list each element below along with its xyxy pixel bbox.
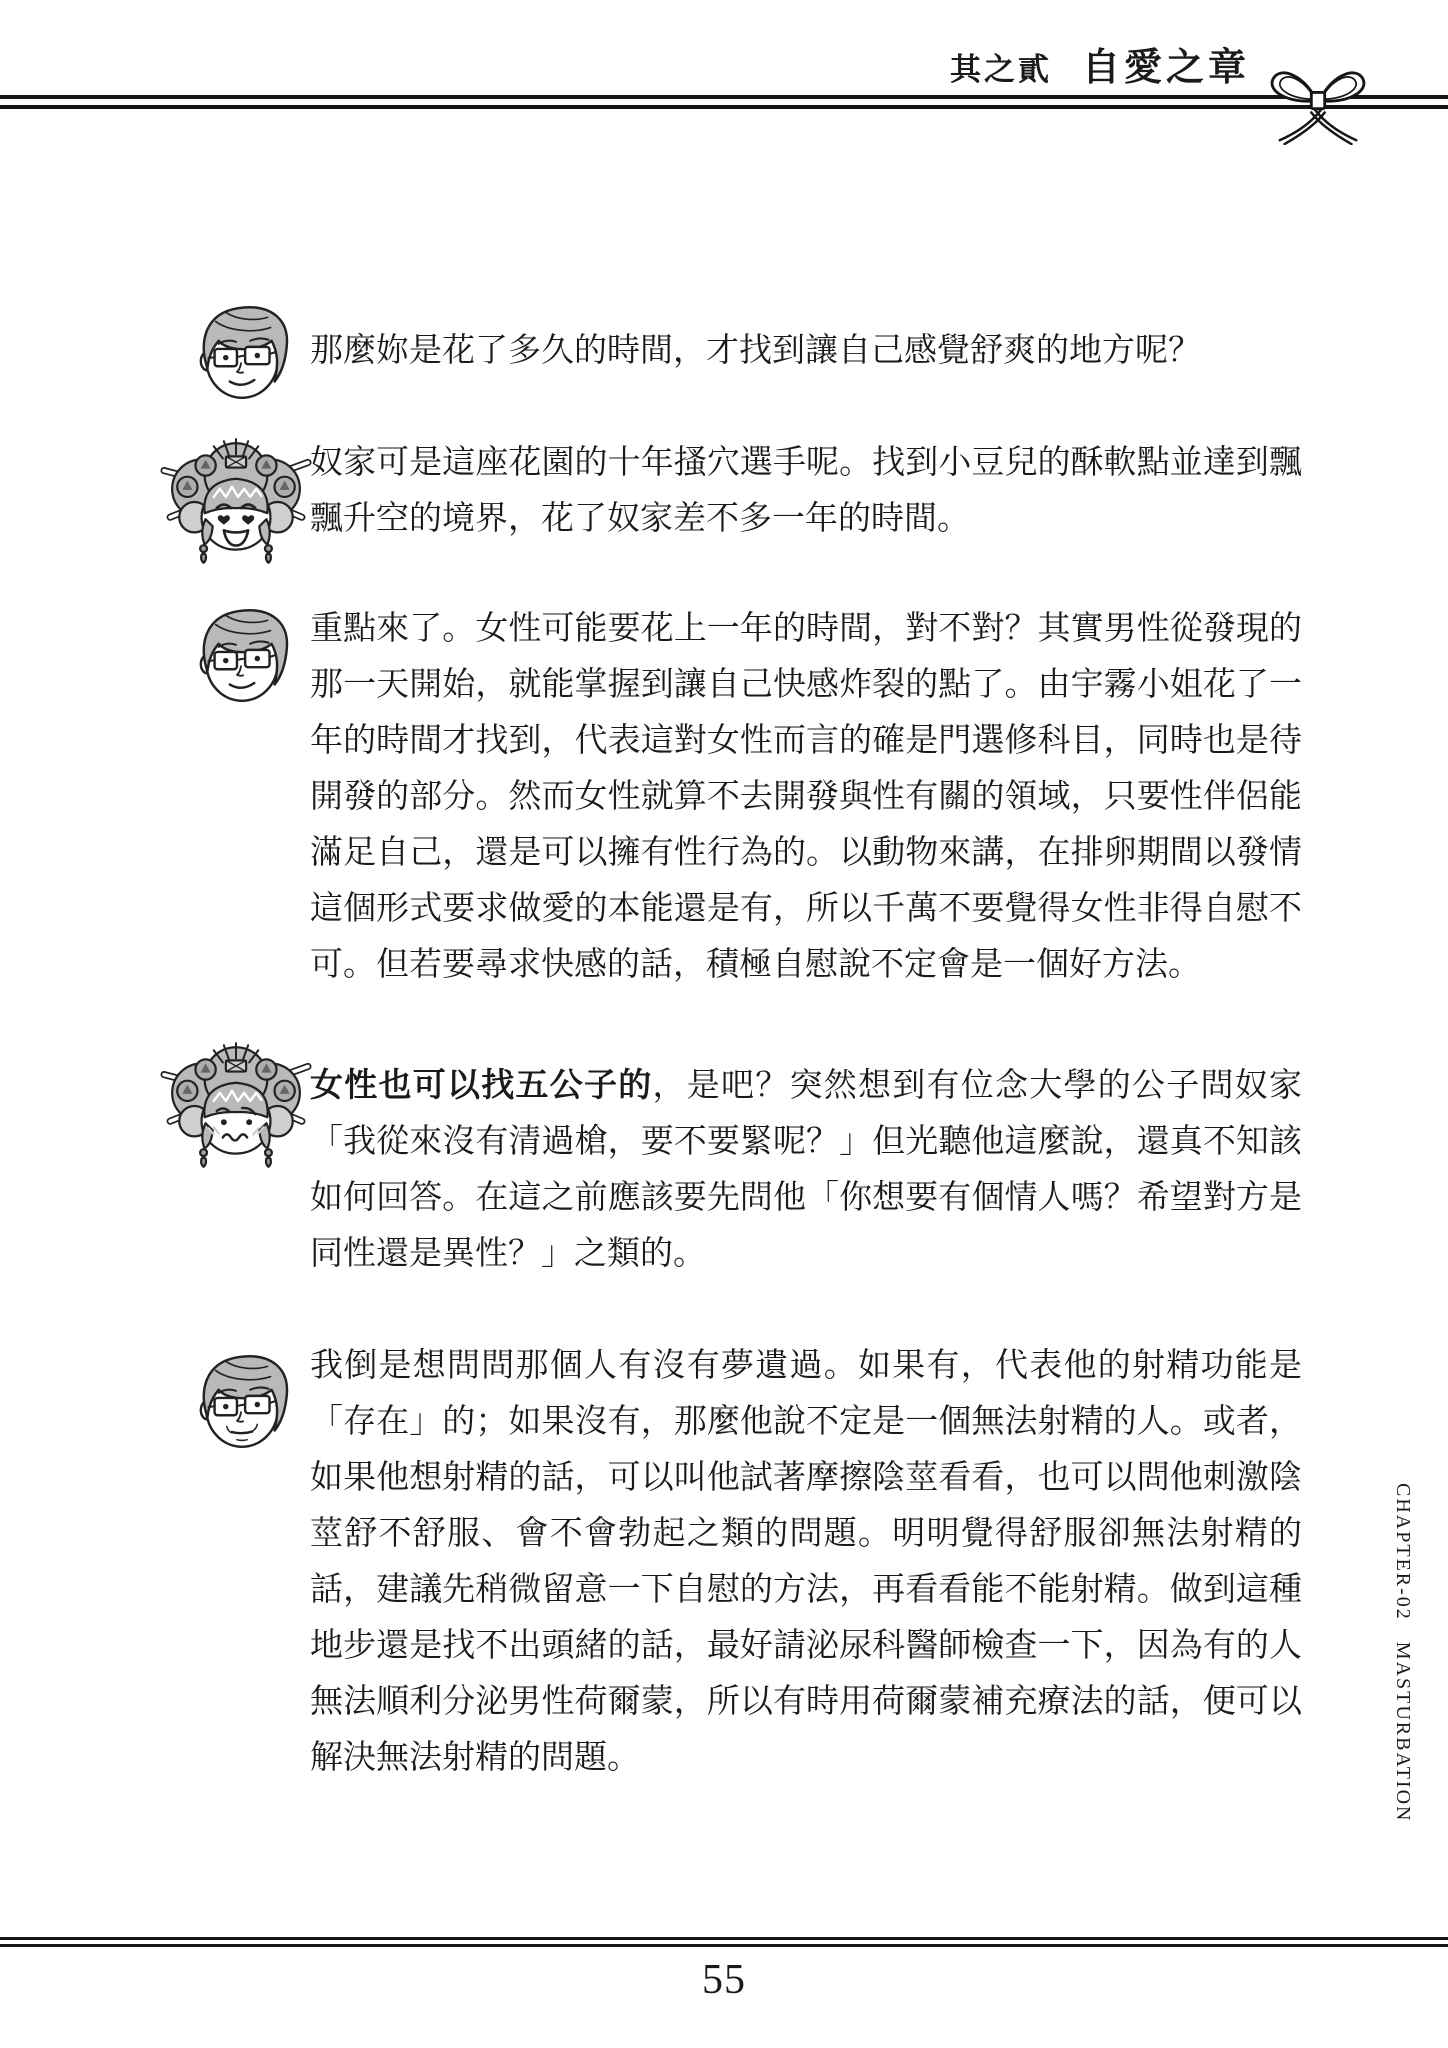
chapter-heading (950, 36, 1250, 91)
chapter-title: 自愛之章 (1081, 47, 1250, 89)
dialogue-text-3 (310, 600, 1302, 993)
dialogue-body: 奴家可是這座花園的十年搔穴選手呢。找到小豆兒的酥軟點並達到飄飄升空的境界，花了奴家差不多一年的時間。 (310, 445, 1302, 537)
ribbon-bow-icon (1260, 57, 1376, 145)
dialogue-text-5 (310, 1337, 1302, 1786)
avatar-courtesan (160, 1040, 312, 1175)
side-chapter-label: CHAPTER-02 MASTURBATION (1392, 1483, 1414, 1823)
courtesan-face-icon (160, 436, 312, 566)
dialogue-bold-lead: 女性也可以找五公子的 (310, 1066, 653, 1103)
dialogue-text-4 (310, 1057, 1302, 1282)
bottom-double-rule (0, 1937, 1448, 1947)
chapter-number: 其之貳 (949, 52, 1052, 87)
page-number: 55 (702, 1957, 746, 2003)
dialogue-text-2 (310, 434, 1302, 547)
doctor-face-icon (183, 1346, 295, 1458)
dialogue-body: ，是吧？突然想到有位念大學的公子問奴家「我從來沒有清過槍，要不要緊呢？」但光聽他這麼說，還真不知該如何回答。在這之前應該要先問他「你想要有個情人嗎？希望對方是同性還是異性？」之類的。 (310, 1068, 1302, 1272)
doctor-face-icon (183, 600, 295, 712)
avatar-courtesan (160, 436, 312, 571)
dialogue-body: 我倒是想問問那個人有沒有夢遺過。如果有，代表他的射精功能是「存在」的；如果沒有，那麼他說不定是一個無法射精的人。或者，如果他想射精的話，可以叫他試著摩擦陰莖看看，也可以問他刺激陰莖舒不舒服、會不會勃起之類的問題。明明覺得舒服卻無法射精的話，建議先稍微留意一下自慰的方法，再看看能不能射精。做到這種地步還是找不出頭緒的話，最好請泌尿科醫師檢查一下，因為有的人無法順利分泌男性荷爾蒙，所以有時用荷爾蒙補充療法的話，便可以解決無法射精的問題。 (310, 1348, 1302, 1776)
avatar-doctor (183, 297, 295, 414)
avatar-doctor (183, 600, 295, 717)
courtesan-face-icon (160, 1040, 312, 1170)
dialogue-text-1 (310, 322, 1302, 379)
avatar-doctor (183, 1346, 295, 1463)
dialogue-body: 重點來了。女性可能要花上一年的時間，對不對？其實男性從發現的那一天開始，就能掌握到讓自己快感炸裂的點了。由宇霧小姐花了一年的時間才找到，代表這對女性而言的確是門選修科目，同時也是待開發的部分。然而女性就算不去開發與性有關的領域，只要性伴侶能滿足自己，還是可以擁有性行為的。以動物來講，在排卵期間以發情這個形式要求做愛的本能還是有，所以千萬不要覺得女性非得自慰不可。但若要尋求快感的話，積極自慰說不定會是一個好方法。 (310, 611, 1302, 983)
doctor-face-icon (183, 297, 295, 409)
top-double-rule (0, 95, 1448, 109)
dialogue-body: 那麼妳是花了多久的時間，才找到讓自己感覺舒爽的地方呢？ (310, 333, 1201, 369)
